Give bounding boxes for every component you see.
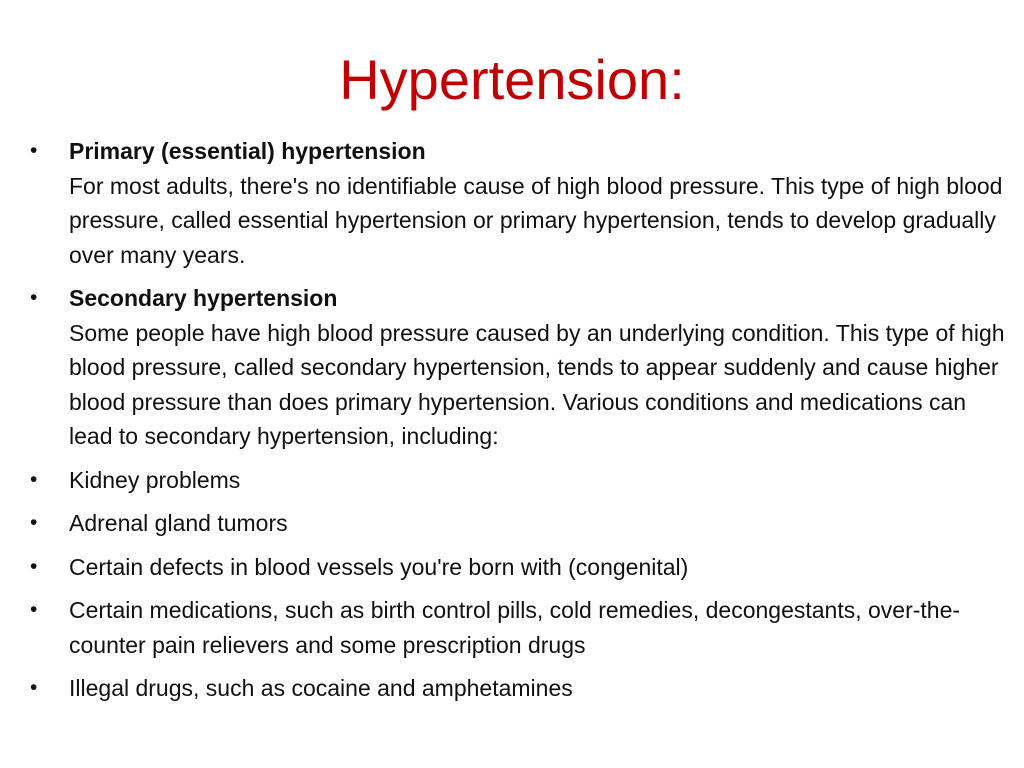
bullet-icon: • [30,286,38,309]
bullet-icon: • [30,139,38,162]
item-heading: Secondary hypertension [69,285,338,311]
item-text: Adrenal gland tumors [69,510,288,536]
item-heading: Primary (essential) hypertension [69,138,426,164]
item-text: For most adults, there's no identifiable cause of high blood pressure. This type of high blood pressure, called essential hypertension or primary hypertension, tends to develop gradually over many years. [69,172,1003,268]
list-item-adrenal-tumors [30,506,1005,541]
item-text: Certain defects in blood vessels you're born with (congenital) [69,553,689,580]
list-item-medications [30,593,1005,662]
bullet-icon: • [30,676,38,699]
list-item-primary-hypertension [30,134,1005,272]
item-text: Some people have high blood pressure caused by an underlying condition. This type of high blood pressure, called secondary hypertension, tends to appear suddenly and cause higher blood pressure than does primary hypertension. Various conditions and medications can lead to secondary hypertension, including: [69,319,1005,449]
item-text: Kidney problems [69,466,241,493]
list-item-secondary-hypertension [30,281,1005,454]
list-item-illegal-drugs [30,671,1005,706]
list-item-kidney-problems [30,463,1005,498]
bullet-list [30,134,1005,715]
slide-title: Hypertension: [339,48,685,111]
bullet-icon: • [30,467,38,491]
bullet-icon: • [30,554,38,578]
bullet-icon: • [30,511,38,534]
item-text: Certain medications, such as birth control pills, cold remedies, decongestants, over-the-counter pain relievers and some prescription drugs [69,597,961,658]
bullet-icon: • [30,598,38,621]
item-text: Illegal drugs, such as cocaine and amphetamines [69,675,573,701]
list-item-blood-vessel-defects [30,550,1005,585]
